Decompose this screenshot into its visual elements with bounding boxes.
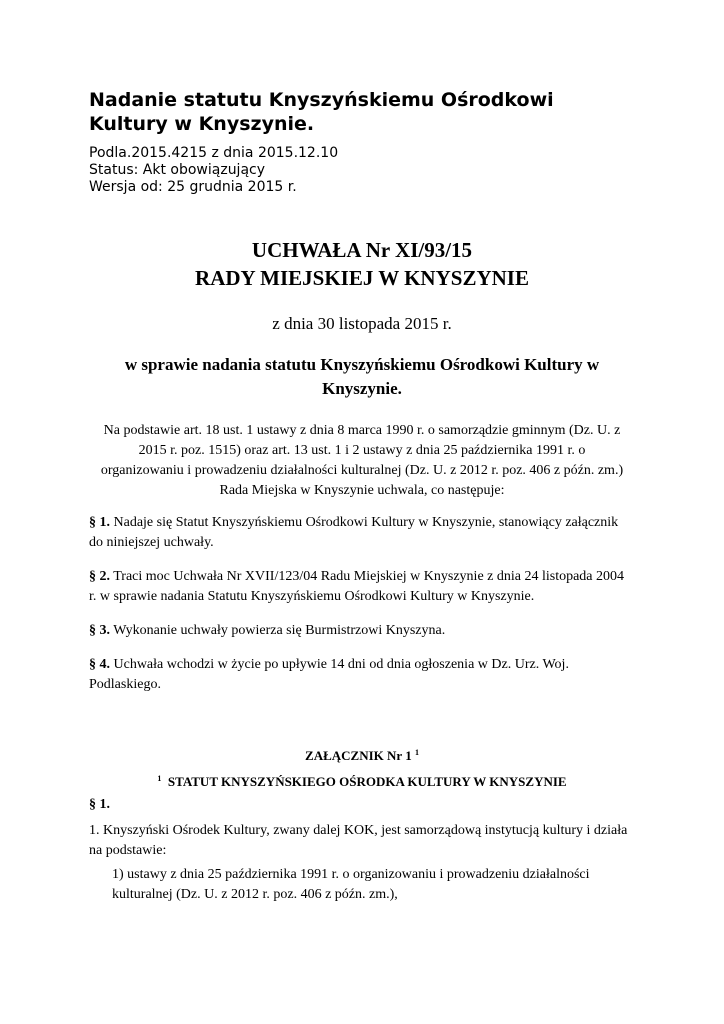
- paragraph-1-label: § 1.: [89, 515, 110, 530]
- annex-title: [60, 744, 664, 765]
- annex-subtitle-text: STATUT KNYSZYŃSKIEGO OŚRODKA KULTURY W KNYSZYNIE: [167, 774, 567, 789]
- legal-basis-line4: Rada Miejska w Knyszynie uchwala, co następuje:: [219, 483, 505, 498]
- resolution-title: [60, 236, 664, 292]
- annex-item-1: 1) ustawy z dnia 25 października 1991 r. o organizowaniu i prowadzeniu działalności kulturalnej (Dz. U. z 2012 r. poz. 406 z późn. zm.),: [112, 867, 590, 902]
- document-status: Status: Akt obowiązujący: [89, 162, 266, 178]
- paragraph-4: [89, 655, 634, 695]
- resolution-subject: [95, 353, 629, 401]
- document-reference: Podla.2015.4215 z dnia 2015.12.10: [89, 145, 339, 161]
- legal-basis-line3: organizowaniu i prowadzeniu działalności kulturalnej (Dz. U. z 2012 r. poz. 406 z późn. zm.): [100, 463, 624, 478]
- document-title-line2: Kultury w Knyszynie.: [89, 113, 315, 135]
- paragraph-3: [89, 621, 634, 641]
- resolution-subject-line1: w sprawie nadania statutu Knyszyńskiemu Ośrodkowi Kultury w: [124, 355, 600, 374]
- paragraph-2-label: § 2.: [89, 569, 110, 584]
- paragraph-1: [89, 513, 634, 553]
- annex-title-footnote: 1: [414, 748, 419, 757]
- paragraph-4-label: § 4.: [89, 657, 110, 672]
- annex-title-text: ZAŁĄCZNIK Nr 1: [305, 748, 412, 763]
- legal-basis: [82, 421, 642, 501]
- resolution-subject-line2: Knyszynie.: [322, 379, 402, 398]
- document-title-line1: Nadanie statutu Knyszyńskiemu Ośrodkowi: [89, 89, 554, 111]
- paragraph-2-text: Traci moc Uchwała Nr XVII/123/04 Radu Miejskiej w Knyszynie z dnia 24 listopada 2004 r. w sprawie nadania Statutu Knyszyńskiemu Ośrodkowi Kultury w Knyszynie.: [89, 569, 625, 604]
- annex-section-1: § 1.: [89, 797, 110, 812]
- annex-point-1: 1. Knyszyński Ośrodek Kultury, zwany dalej KOK, jest samorządową instytucją kultury i działa na podstawie:: [89, 823, 628, 858]
- document-version: Wersja od: 25 grudnia 2015 r.: [89, 179, 297, 195]
- annex-subtitle: [60, 770, 664, 791]
- resolution-date: z dnia 30 listopada 2015 r.: [272, 314, 452, 333]
- legal-basis-line1: Na podstawie art. 18 ust. 1 ustawy z dnia 8 marca 1990 r. o samorządzie gminnym (Dz. U. z: [103, 423, 621, 438]
- paragraph-1-text: Nadaje się Statut Knyszyńskiemu Ośrodkowi Kultury w Knyszynie, stanowiący załącznik do niniejszej uchwały.: [89, 515, 619, 550]
- annex-subtitle-footnote: 1: [157, 774, 162, 783]
- paragraph-2: [89, 567, 634, 607]
- resolution-title-line1: UCHWAŁA Nr XI/93/15: [251, 238, 473, 262]
- resolution-title-line2: RADY MIEJSKIEJ W KNYSZYNIE: [195, 266, 529, 290]
- document-title: [89, 88, 649, 136]
- legal-basis-line2: 2015 r. poz. 1515) oraz art. 13 ust. 1 i 2 ustawy z dnia 25 października 1991 r. o: [138, 443, 586, 458]
- paragraph-3-text: Wykonanie uchwały powierza się Burmistrzowi Knyszyna.: [110, 623, 446, 638]
- paragraph-4-text: Uchwała wchodzi w życie po upływie 14 dni od dnia ogłoszenia w Dz. Urz. Woj. Podlaskiego.: [89, 657, 569, 692]
- paragraph-3-label: § 3.: [89, 623, 110, 638]
- document-metadata: [89, 145, 649, 196]
